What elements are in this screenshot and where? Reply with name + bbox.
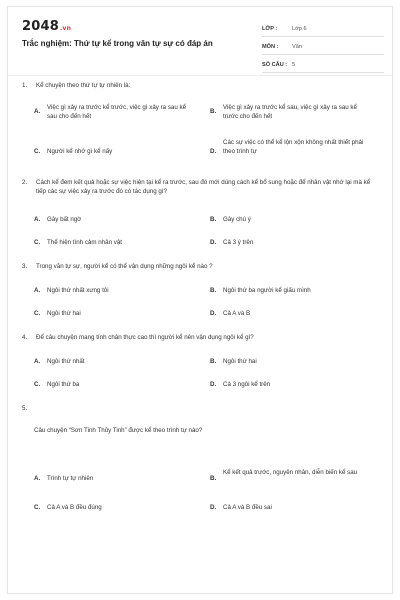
option-letter: B. xyxy=(210,108,217,115)
option-text: Ngôi thứ ba xyxy=(47,381,80,388)
meta-label: LỚP : xyxy=(262,26,278,32)
question-number: 4. xyxy=(22,334,28,341)
worksheet-header xyxy=(22,17,382,67)
option-text: Việc gì xảy ra trước kể sau, việc gì xảy ra sau kể trước cho đến hết xyxy=(223,104,357,120)
meta-value: Văn xyxy=(292,44,302,50)
option-text: Ngôi thứ hai xyxy=(223,358,257,365)
question-text: Để câu chuyện mang tính chân thực cao thì người kể nên vận dụng ngôi kể gì? xyxy=(36,334,254,341)
question-3 xyxy=(22,263,382,323)
option-text: Cả 3 ngôi kể trên xyxy=(223,381,271,388)
option-letter: A. xyxy=(34,108,41,115)
question-2 xyxy=(22,179,382,259)
option-letter: D. xyxy=(210,381,217,388)
option-text: Người kể nhớ gì kể nấy xyxy=(47,148,113,155)
question-text: Cách kể đem kết quả hoặc sự việc hiện tại kể ra trước, sau đó mới dùng cách kể bổ sung hoặc để nhân vật nhớ lại mà kể tiếp các sự việc xảy ra trước đó có tác dụng gì? xyxy=(36,179,371,195)
worksheet-page xyxy=(7,6,393,594)
question-number: 3. xyxy=(22,263,28,270)
question-5 xyxy=(22,405,382,525)
option-text: Gây chú ý xyxy=(223,216,251,223)
option-text: Gây bất ngờ xyxy=(47,216,82,223)
question-4 xyxy=(22,334,382,394)
option-text: Ngôi thứ hai xyxy=(47,310,81,317)
option-letter: B. xyxy=(210,216,217,223)
meta-row-count xyxy=(262,59,384,73)
option-letter: D. xyxy=(210,310,217,317)
option-letter: D. xyxy=(210,239,217,246)
option-text: Ngôi thứ ba người kể giấu mình xyxy=(223,287,311,294)
option-text: Cả A và B xyxy=(223,310,251,317)
option-text: Các sự việc có thể kể lộn xộn không nhất thiết phải theo trình tự xyxy=(223,139,364,155)
question-number: 5. xyxy=(22,405,28,412)
header-divider xyxy=(8,75,392,76)
question-text: Kể chuyện theo thứ tự tự nhiên là: xyxy=(36,82,131,89)
option-text: Thể hiện tình cảm nhân vật xyxy=(47,239,122,246)
option-letter: D. xyxy=(210,148,217,155)
option-letter: C. xyxy=(34,381,41,388)
question-number: 2. xyxy=(22,179,28,186)
option-letter: C. xyxy=(34,239,41,246)
question-1 xyxy=(22,82,382,182)
question-number: 1. xyxy=(22,82,28,89)
meta-value: Lớp 6 xyxy=(292,26,307,32)
option-letter: B. xyxy=(210,287,217,294)
option-letter: B. xyxy=(210,358,217,365)
option-letter: C. xyxy=(34,504,41,511)
meta-value: 5 xyxy=(292,62,296,68)
option-letter: A. xyxy=(34,358,41,365)
option-text: Kể kết quả trước, nguyên nhân, diễn biến kể sau xyxy=(223,469,358,476)
question-text: Câu chuyện “Sơn Tinh Thủy Tinh” được kể theo trình tự nào? xyxy=(34,427,203,434)
option-text: Cả A và B đều đúng xyxy=(47,504,102,511)
meta-row-class xyxy=(262,23,384,37)
logo-sub: .vn xyxy=(59,25,72,32)
option-letter: B. xyxy=(210,475,217,482)
option-letter: D. xyxy=(210,504,217,511)
worksheet-meta xyxy=(262,23,384,77)
meta-label: MÔN : xyxy=(262,44,279,50)
logo-main: 2048 xyxy=(22,19,59,34)
option-text: Ngôi thứ nhất xyxy=(47,358,85,365)
option-text: Cả 3 ý trên xyxy=(223,239,254,246)
option-text: Trình tự tự nhiên xyxy=(47,475,94,482)
option-text: Ngôi thứ nhất xưng tôi xyxy=(47,287,109,294)
site-logo[interactable] xyxy=(22,19,71,34)
option-text: Việc gì xảy ra trước kể trước, việc gì xảy ra sau kể sau cho đến hết xyxy=(47,104,187,120)
option-text: Cả A và B đều sai xyxy=(223,504,272,511)
page-title: Trắc nghiệm: Thứ tự kể trong văn tự sự có đáp án xyxy=(22,39,213,48)
option-letter: A. xyxy=(34,216,41,223)
meta-label: SỐ CÂU : xyxy=(262,62,288,68)
option-letter: A. xyxy=(34,287,41,294)
option-letter: C. xyxy=(34,310,41,317)
option-letter: C. xyxy=(34,148,41,155)
meta-row-subject xyxy=(262,41,384,55)
question-text: Trong văn tự sự, người kể có thể vận dụng những ngôi kể nào ? xyxy=(36,263,213,270)
option-letter: A. xyxy=(34,475,41,482)
